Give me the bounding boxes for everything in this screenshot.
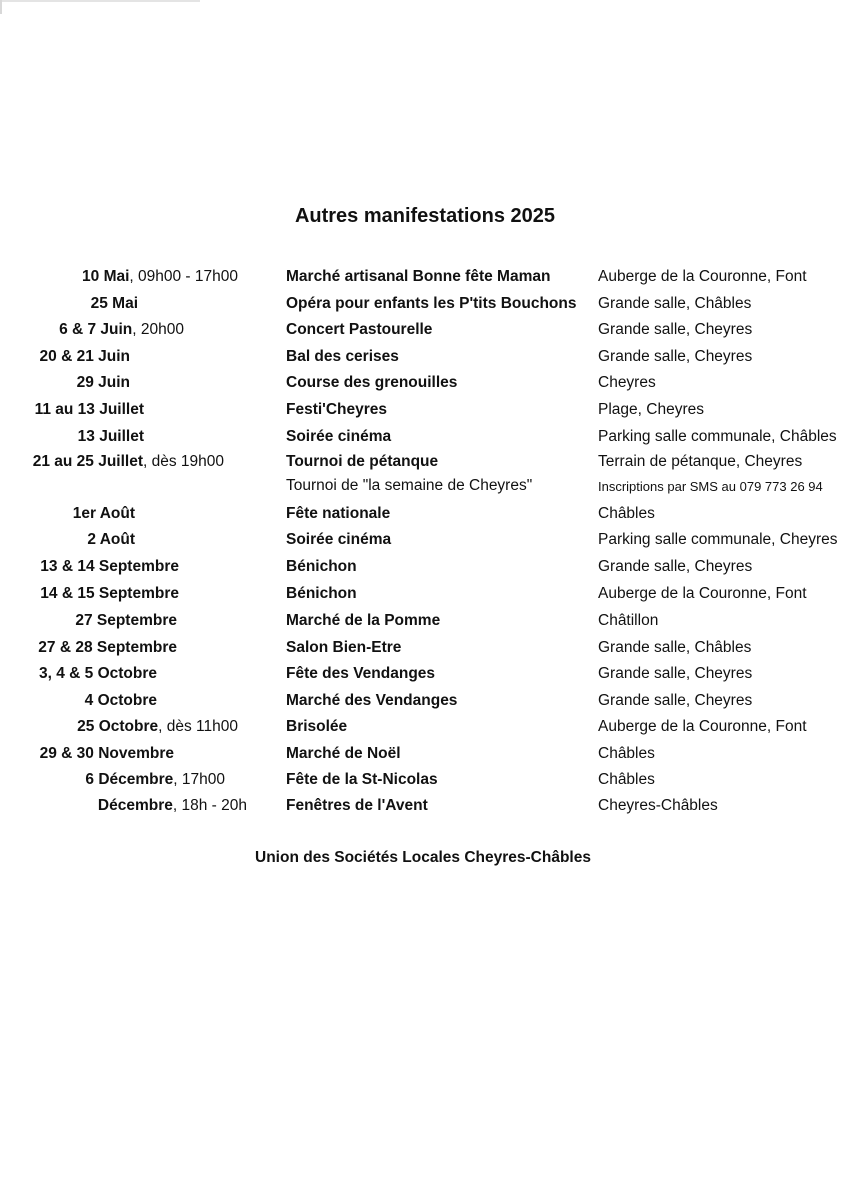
event-place: Terrain de pétanque, Cheyres bbox=[598, 453, 803, 470]
event-row bbox=[0, 295, 866, 319]
event-place: Parking salle communale, Cheyres bbox=[598, 531, 838, 548]
event-row bbox=[0, 531, 866, 555]
event-place: Grande salle, Cheyres bbox=[598, 665, 753, 682]
event-name: Bénichon bbox=[286, 558, 357, 575]
event-row bbox=[0, 639, 866, 663]
event-row bbox=[0, 348, 866, 372]
event-name: Soirée cinéma bbox=[286, 531, 392, 548]
event-date: 11 au 13 Juillet bbox=[34, 401, 144, 418]
event-name: Marché de Noël bbox=[286, 745, 401, 762]
event-place: Grande salle, Cheyres bbox=[598, 321, 753, 338]
event-place: Cheyres bbox=[598, 374, 656, 391]
event-date: 20 & 21 Juin bbox=[39, 348, 130, 365]
event-date: 29 & 30 Novembre bbox=[39, 745, 174, 762]
event-row bbox=[0, 797, 866, 821]
event-place: Auberge de la Couronne, Font bbox=[598, 268, 807, 285]
event-place: Auberge de la Couronne, Font bbox=[598, 585, 807, 602]
event-date: 6 Décembre, 17h00 bbox=[85, 771, 225, 788]
event-place: Châbles bbox=[598, 771, 655, 788]
event-place: Grande salle, Châbles bbox=[598, 295, 752, 312]
event-row bbox=[0, 401, 866, 425]
event-date: Décembre, 18h - 20h bbox=[97, 797, 247, 814]
event-name: Marché des Vendanges bbox=[286, 692, 458, 709]
event-date: 25 Mai bbox=[90, 295, 138, 312]
event-row bbox=[0, 771, 866, 795]
event-row bbox=[0, 505, 866, 529]
event-place: Auberge de la Couronne, Font bbox=[598, 718, 807, 735]
event-place: Inscriptions par SMS au 079 773 26 94 bbox=[598, 479, 823, 494]
footer-organizer: Union des Sociétés Locales Cheyres-Châbles bbox=[255, 849, 591, 866]
event-row bbox=[0, 558, 866, 582]
event-row bbox=[0, 612, 866, 636]
event-row bbox=[0, 428, 866, 452]
event-name: Opéra pour enfants les P'tits Bouchons bbox=[286, 295, 577, 312]
event-name: Marché de la Pomme bbox=[286, 612, 441, 629]
event-row bbox=[0, 268, 866, 292]
event-place: Grande salle, Cheyres bbox=[598, 348, 753, 365]
event-date: 13 Juillet bbox=[77, 428, 144, 445]
event-date: 3, 4 & 5 Octobre bbox=[38, 665, 157, 682]
event-place: Parking salle communale, Châbles bbox=[598, 428, 837, 445]
event-name: Fête des Vendanges bbox=[286, 665, 436, 682]
event-row bbox=[0, 453, 866, 477]
event-name: Course des grenouilles bbox=[286, 374, 458, 391]
event-name: Bal des cerises bbox=[286, 348, 399, 365]
event-name: Fenêtres de l'Avent bbox=[286, 797, 428, 814]
event-place: Châbles bbox=[598, 745, 655, 762]
event-place: Grande salle, Châbles bbox=[598, 639, 752, 656]
event-date: 1er Août bbox=[72, 505, 135, 522]
event-name: Fête nationale bbox=[286, 505, 391, 522]
event-date: 27 Septembre bbox=[75, 612, 177, 629]
event-name: Fête de la St-Nicolas bbox=[286, 771, 438, 788]
scan-edge-mark bbox=[0, 0, 200, 2]
event-date: 13 & 14 Septembre bbox=[40, 558, 179, 575]
event-date: 21 au 25 Juillet, dès 19h00 bbox=[32, 453, 224, 470]
event-row bbox=[0, 665, 866, 689]
event-name: Brisolée bbox=[286, 718, 348, 735]
event-date: 4 Octobre bbox=[84, 692, 157, 709]
event-date: 6 & 7 Juin, 20h00 bbox=[59, 321, 184, 338]
page-title: Autres manifestations 2025 bbox=[294, 205, 556, 227]
event-date: 14 & 15 Septembre bbox=[40, 585, 179, 602]
event-row bbox=[0, 718, 866, 742]
event-date: 29 Juin bbox=[76, 374, 130, 391]
event-date: 25 Octobre, dès 11h00 bbox=[77, 718, 238, 735]
event-date: 10 Mai, 09h00 - 17h00 bbox=[82, 268, 238, 285]
event-row bbox=[0, 477, 866, 501]
event-name: Marché artisanal Bonne fête Maman bbox=[286, 268, 551, 285]
event-date: 2 Août bbox=[87, 531, 135, 548]
event-place: Plage, Cheyres bbox=[598, 401, 704, 418]
event-name: Tournoi de pétanque bbox=[286, 453, 439, 470]
event-row bbox=[0, 745, 866, 769]
event-name: Salon Bien-Etre bbox=[286, 639, 402, 656]
event-name: Concert Pastourelle bbox=[286, 321, 433, 338]
event-row bbox=[0, 585, 866, 609]
event-row bbox=[0, 321, 866, 345]
event-name: Soirée cinéma bbox=[286, 428, 392, 445]
event-name: Festi'Cheyres bbox=[286, 401, 388, 418]
scan-corner-mark bbox=[0, 0, 2, 14]
event-date: 27 & 28 Septembre bbox=[38, 639, 177, 656]
event-place: Grande salle, Cheyres bbox=[598, 558, 753, 575]
event-place: Cheyres-Châbles bbox=[598, 797, 718, 814]
event-row bbox=[0, 692, 866, 716]
event-name: Bénichon bbox=[286, 585, 357, 602]
event-row bbox=[0, 374, 866, 398]
event-name: Tournoi de "la semaine de Cheyres" bbox=[286, 477, 533, 494]
event-place: Châtillon bbox=[598, 612, 659, 629]
event-place: Châbles bbox=[598, 505, 655, 522]
event-place: Grande salle, Cheyres bbox=[598, 692, 753, 709]
